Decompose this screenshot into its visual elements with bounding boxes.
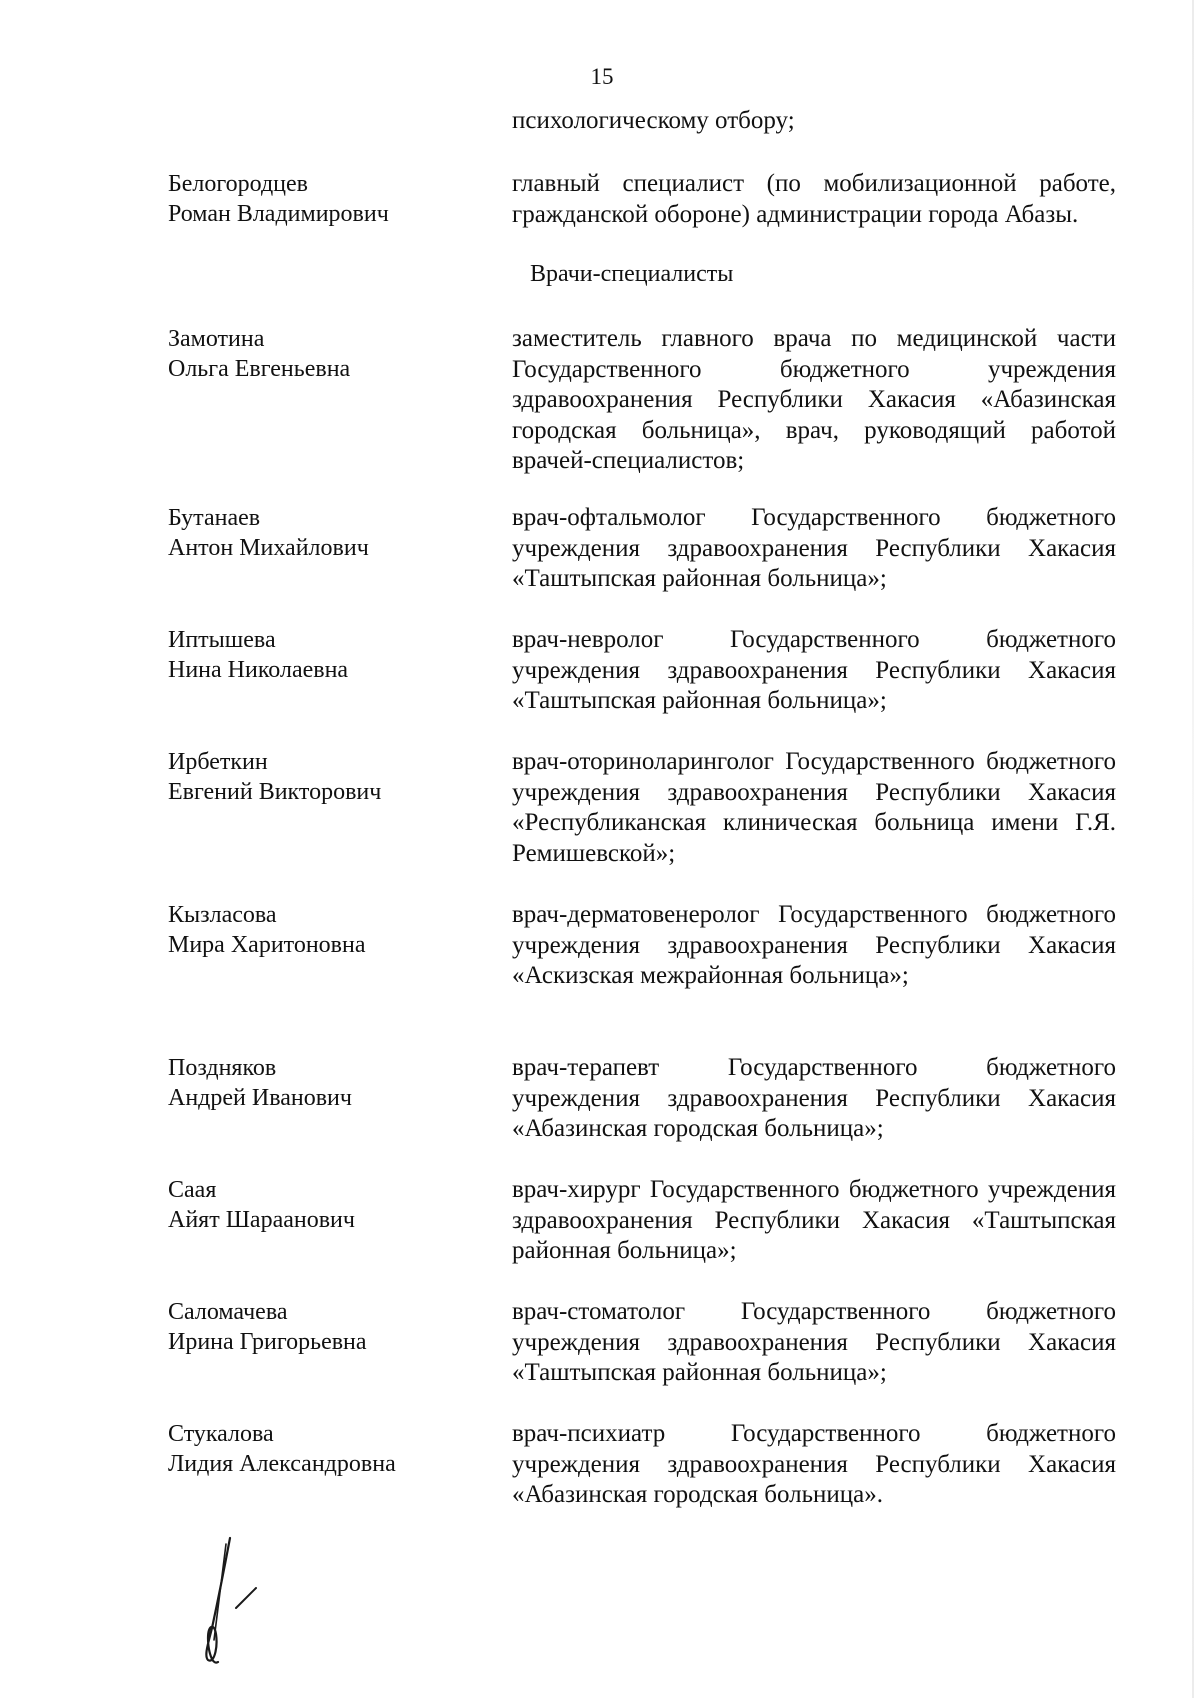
doctor-name: [168, 625, 498, 685]
doctor-surname: Саломачева: [168, 1299, 288, 1325]
doctor-given-names: Ирина Григорьевна: [168, 1329, 367, 1355]
doctor-surname: Замотина: [168, 326, 265, 352]
member-surname: Белогородцев: [168, 171, 309, 197]
doctor-role: врач-стоматолог Государственного бюджетного учреждения здравоохранения Республики Хакасия «Таштыпская районная больница»;: [512, 1298, 1116, 1386]
doctor-given-names: Андрей Иванович: [168, 1085, 352, 1111]
section-heading: Врачи-специалисты: [530, 261, 734, 287]
doctor-given-names: Айят Шараанович: [168, 1207, 355, 1233]
doctor-role: врач-оториноларинголог Государственного бюджетного учреждения здравоохранения Республики Хакасия «Республиканская клиническая больница имени Г.Я. Ремишевской»;: [512, 748, 1116, 867]
doctor-surname: Саая: [168, 1177, 217, 1203]
member-name: [168, 169, 498, 229]
doctor-surname: Бутанаев: [168, 505, 261, 531]
doctor-role: врач-хирург Государственного бюджетного учреждения здравоохранения Республики Хакасия «Таштыпская районная больница»;: [512, 1176, 1116, 1264]
page-number: 15: [590, 64, 614, 89]
continuation-text: психологическому отбору;: [512, 107, 795, 134]
member-role: главный специалист (по мобилизационной работе, гражданской обороне) администрации города Абазы.: [512, 170, 1116, 228]
doctor-given-names: Евгений Викторович: [168, 779, 382, 805]
handwritten-signature: [178, 1530, 278, 1670]
doctor-role: врач-психиатр Государственного бюджетного учреждения здравоохранения Республики Хакасия «Абазинская городская больница».: [512, 1420, 1116, 1508]
doctor-surname: Ирбеткин: [168, 749, 268, 775]
doctor-role: врач-терапевт Государственного бюджетного учреждения здравоохранения Республики Хакасия «Абазинская городская больница»;: [512, 1054, 1116, 1142]
doctor-surname: Поздняков: [168, 1055, 277, 1081]
doctor-surname: Стукалова: [168, 1421, 274, 1447]
doctor-given-names: Ольга Евгеньевна: [168, 356, 351, 382]
doctor-given-names: Антон Михайлович: [168, 535, 369, 561]
doctor-given-names: Лидия Александровна: [168, 1451, 396, 1477]
doctor-name: [168, 1419, 498, 1479]
doctor-surname: Иптышева: [168, 627, 276, 653]
doctor-given-names: Мира Харитоновна: [168, 932, 366, 958]
doctor-surname: Кызласова: [168, 902, 277, 928]
doctor-name: [168, 1175, 498, 1235]
doctor-name: [168, 747, 498, 807]
doctor-role: врач-офтальмолог Государственного бюджетного учреждения здравоохранения Республики Хакасия «Таштыпская районная больница»;: [512, 504, 1116, 592]
doctor-name: [168, 324, 498, 384]
member-given-names: Роман Владимирович: [168, 201, 389, 227]
doctor-given-names: Нина Николаевна: [168, 657, 349, 683]
doctor-name: [168, 900, 498, 960]
doctor-name: [168, 1053, 498, 1113]
doctor-role: врач-дерматовенеролог Государственного бюджетного учреждения здравоохранения Республики Хакасия «Аскизская межрайонная больница»;: [512, 901, 1116, 989]
doctor-name: [168, 503, 498, 563]
doctor-name: [168, 1297, 498, 1357]
doctor-role: заместитель главного врача по медицинской части Государственного бюджетного учреждения здравоохранения Республики Хакасия «Абазинская городская больница», врач, руководящий работой врачей-специалистов;: [512, 325, 1116, 474]
doctor-role: врач-невролог Государственного бюджетного учреждения здравоохранения Республики Хакасия «Таштыпская районная больница»;: [512, 626, 1116, 714]
scan-edge: [1192, 0, 1194, 1698]
